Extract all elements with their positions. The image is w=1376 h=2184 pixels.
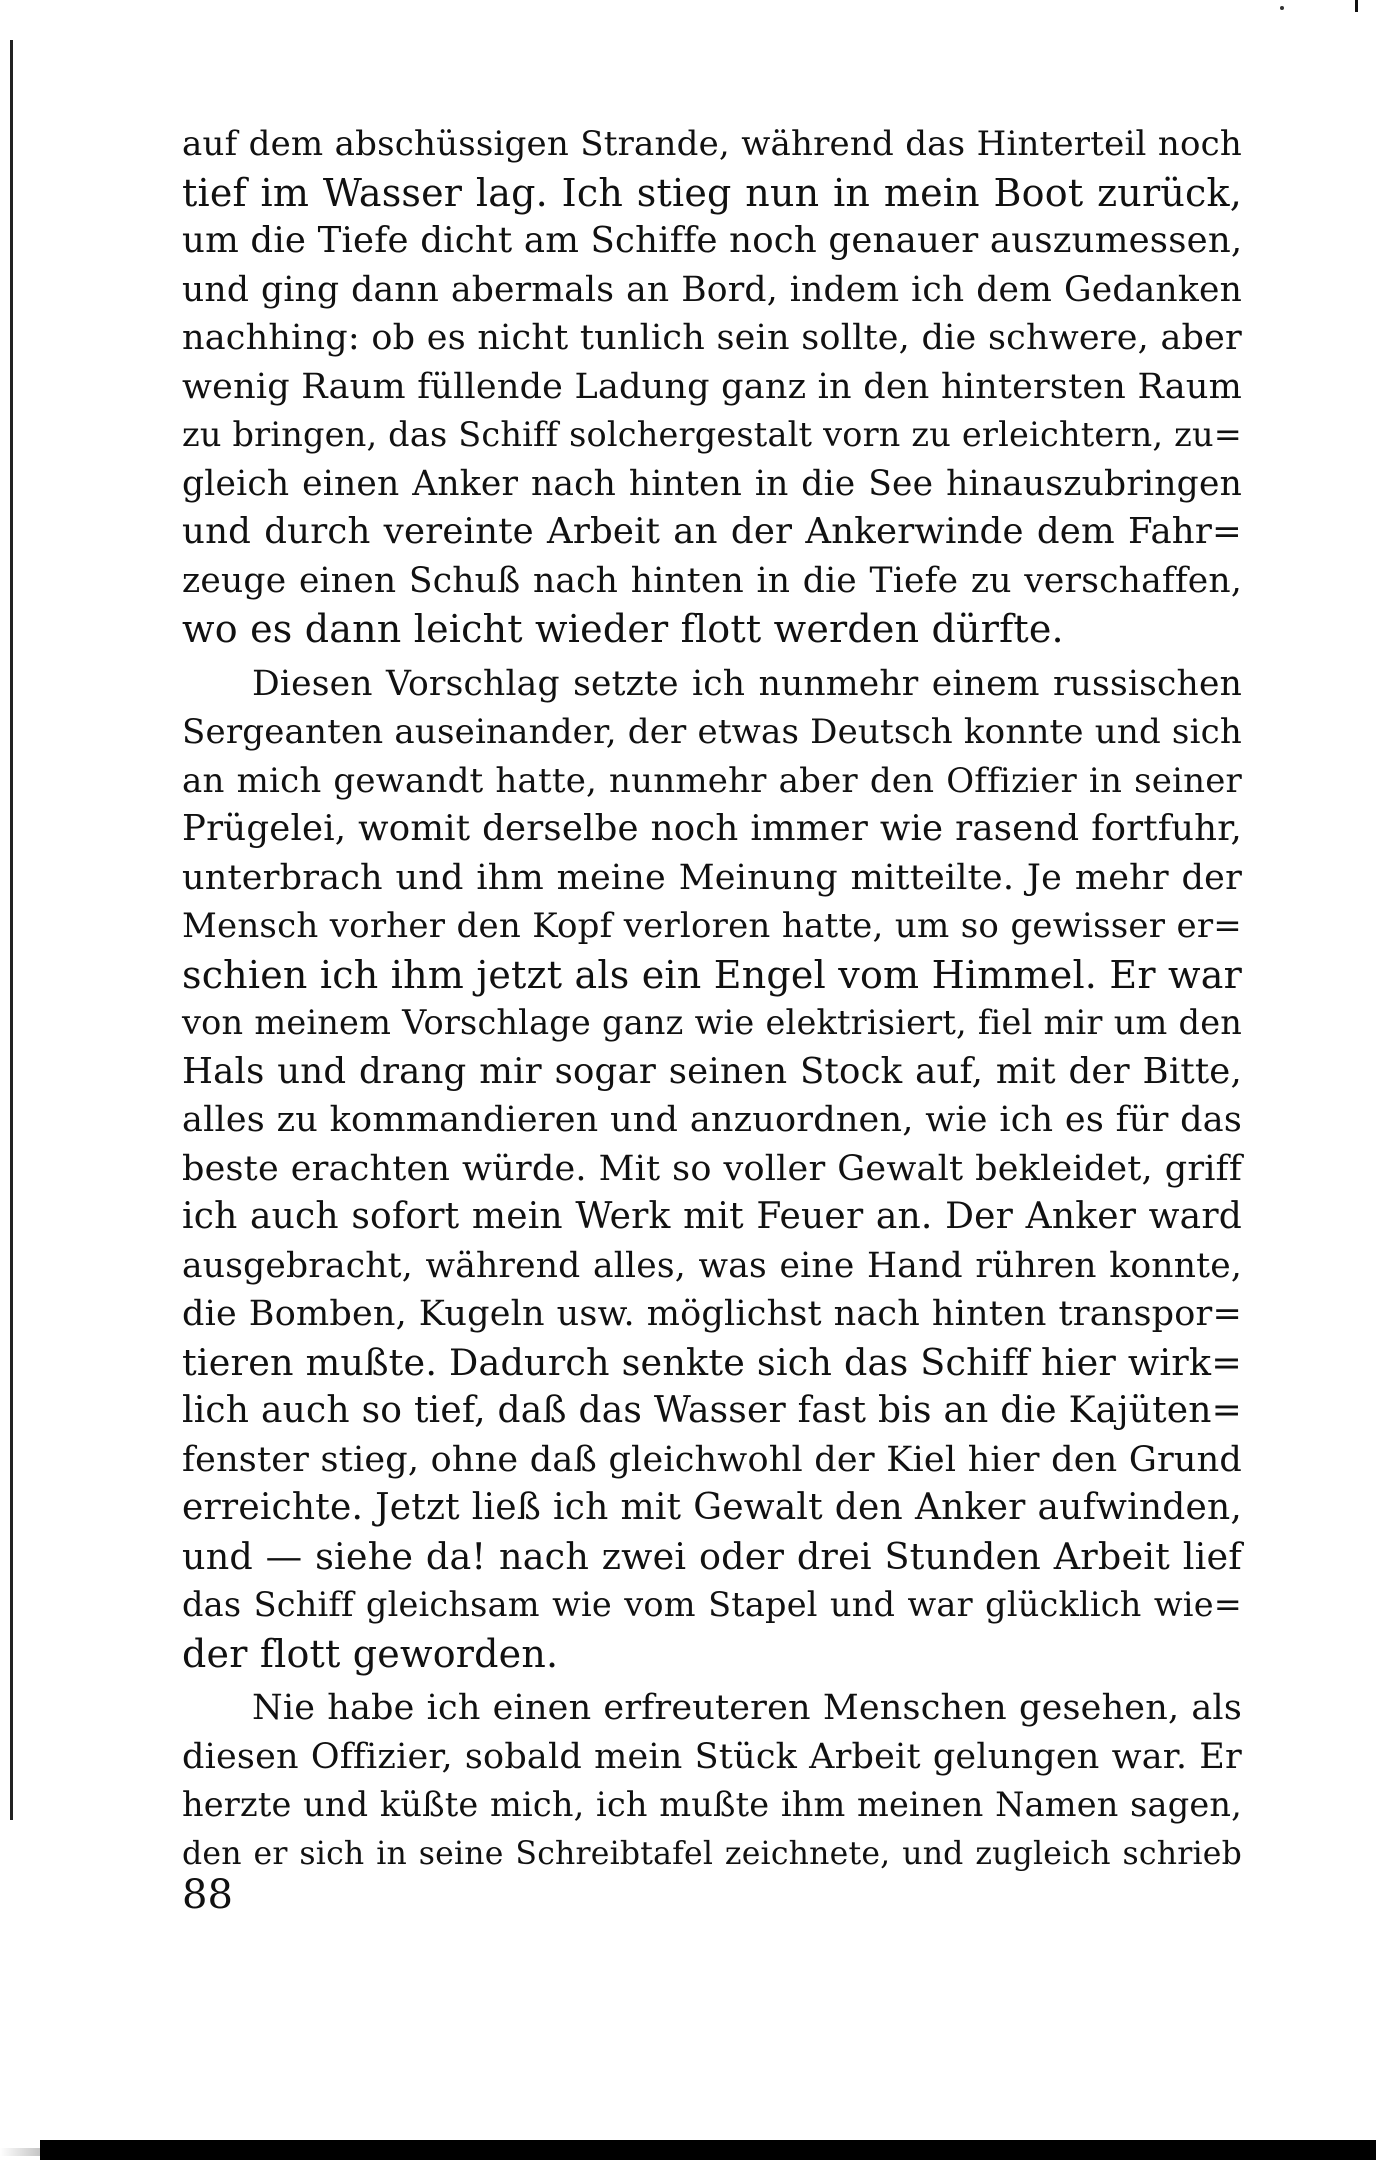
page-edge-rule <box>10 40 13 1820</box>
text-line: beste erachten würde. Mit so voller Gewalt bekleidet, griff <box>182 1148 1242 1189</box>
page-number: 88 <box>182 1872 233 1918</box>
text-line: fenster stieg, ohne daß gleichwohl der Kiel hier den Grund <box>182 1439 1242 1480</box>
page-body <box>182 120 1242 1878</box>
text-line: nachhing: ob es nicht tunlich sein sollte, die schwere, aber <box>182 318 1242 358</box>
text-line: ausgebracht, während alles, was eine Hand rühren konnte, <box>182 1245 1242 1286</box>
paragraph-1 <box>182 120 1242 654</box>
text-line: an mich gewandt hatte, nunmehr aber den Offizier in seiner <box>182 760 1242 801</box>
text-line: alles zu kommandieren und anzuordnen, wie ich es für das <box>182 1100 1242 1140</box>
text-line: erreichte. Jetzt ließ ich mit Gewalt den Anker aufwinden, <box>182 1487 1242 1528</box>
bottom-rule <box>40 2140 1376 2160</box>
text-line: Nie habe ich einen erfreuteren Menschen gesehen, als <box>252 1688 1242 1728</box>
paragraph-3 <box>182 1684 1242 1878</box>
text-line: die Bomben, Kugeln usw. möglichst nach hinten transpor= <box>182 1294 1242 1334</box>
text-line: Hals und drang mir sogar seinen Stock auf, mit der Bitte, <box>182 1050 1242 1092</box>
text-line: lich auch so tief, daß das Wasser fast bis an die Kajüten= <box>182 1390 1242 1431</box>
text-line: das Schiff gleichsam wie vom Stapel und war glücklich wie= <box>182 1585 1242 1624</box>
text-line: tieren mußte. Dadurch senkte sich das Schiff hier wirk= <box>182 1340 1242 1384</box>
text-line: um die Tiefe dicht am Schiffe noch genauer auszumessen, <box>182 220 1243 261</box>
paragraph-2 <box>182 660 1242 1679</box>
text-line: Sergeanten auseinander, der etwas Deutsch konnte und sich <box>182 712 1242 752</box>
scan-speck <box>1280 6 1284 10</box>
text-line: zu bringen, das Schiff solchergestalt vorn zu erleichtern, zu= <box>182 415 1242 454</box>
text-line: wenig Raum füllende Ladung ganz in den hintersten Raum <box>182 366 1242 407</box>
text-line: ich auch sofort mein Werk mit Feuer an. Der Anker ward <box>182 1196 1242 1237</box>
text-line: wo es dann leicht wieder flott werden dürfte. <box>182 607 1064 651</box>
text-line: und — siehe da! nach zwei oder drei Stunden Arbeit lief <box>182 1534 1242 1578</box>
text-line: den er sich in seine Schreibtafel zeichnete, und zugleich schrieb <box>182 1835 1242 1872</box>
text-line: von meinem Vorschlage ganz wie elektrisiert, fiel mir um den <box>182 1003 1242 1042</box>
text-line: und durch vereinte Arbeit an der Ankerwinde dem Fahr= <box>182 511 1242 552</box>
text-line: Diesen Vorschlag setzte ich nunmehr einem russischen <box>252 663 1242 704</box>
text-line: diesen Offizier, sobald mein Stück Arbeit gelungen war. Er <box>182 1736 1242 1777</box>
text-line: auf dem abschüssigen Strande, während das Hinterteil noch <box>182 124 1242 164</box>
text-line: herzte und küßte mich, ich mußte ihm meinen Namen sagen, <box>182 1785 1242 1824</box>
text-line: gleich einen Anker nach hinten in die See hinauszubringen <box>182 463 1242 504</box>
text-line: Mensch vorher den Kopf verloren hatte, um so gewisser er= <box>182 906 1242 946</box>
text-line: unterbrach und ihm meine Meinung mitteilte. Je mehr der <box>182 857 1242 898</box>
text-line: zeuge einen Schuß nach hinten in die Tiefe zu verschaffen, <box>182 560 1242 601</box>
text-line: schien ich ihm jetzt als ein Engel vom Himmel. Er war <box>182 952 1242 997</box>
text-line: der flott geworden. <box>182 1631 559 1676</box>
text-line: Prügelei, womit derselbe noch immer wie rasend fortfuhr, <box>182 808 1242 849</box>
text-line: tief im Wasser lag. Ich stieg nun in mein Boot zurück, <box>182 170 1242 215</box>
text-line: und ging dann abermals an Bord, indem ich dem Gedanken <box>182 269 1242 310</box>
scan-mark <box>1355 0 1358 12</box>
